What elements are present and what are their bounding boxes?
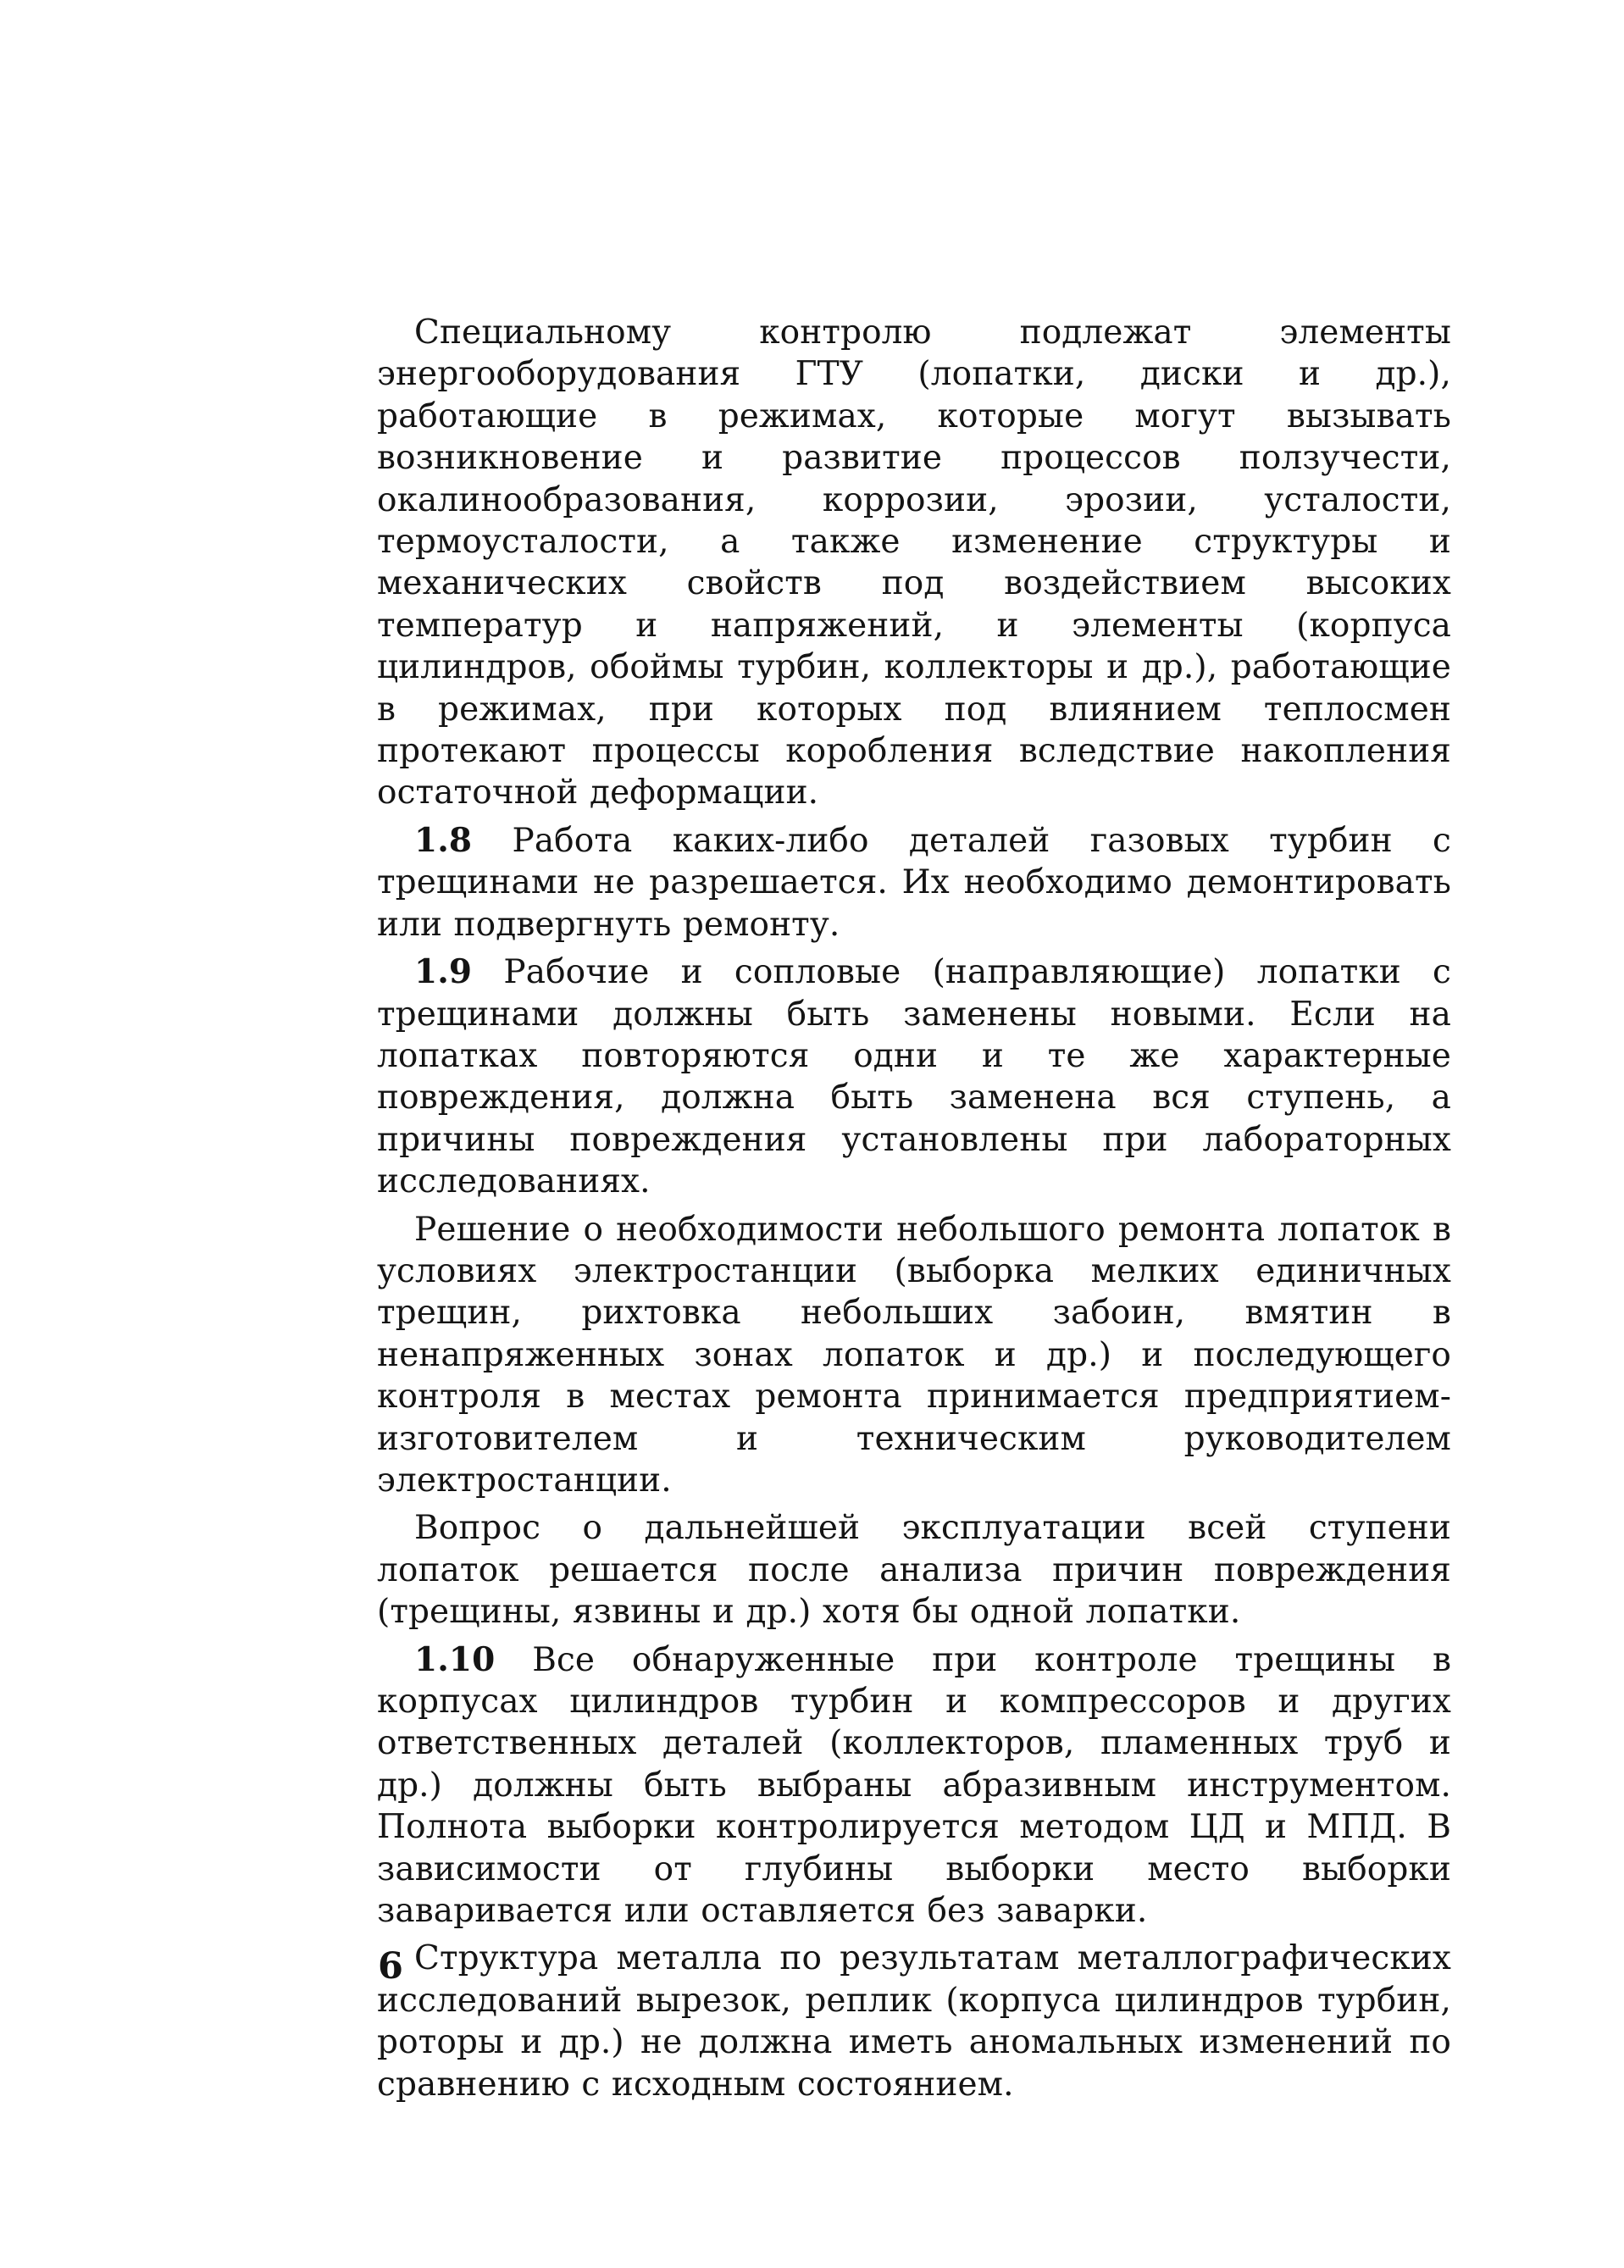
clause-1-8 <box>377 820 1451 945</box>
body-text <box>377 312 1451 2105</box>
paragraph-stage-operation <box>377 1507 1451 1633</box>
clause-text: Рабочие и сопловые (направляющие) лопатки с трещинами должны быть заменены новыми. Если на лопатках повторяются одни и те же характерные повреждения, должна быть заменена вся ступень, а причины повреждения установлены при лабораторных исследованиях. <box>377 953 1451 1201</box>
clause-text: Все обнаруженные при контроле трещины в корпусах цилиндров турбин и компрессоров и других ответственных деталей (коллекторов, пламенных труб и др.) должны быть выбраны абразивным инструментом. Полнота выборки контролируется методом ЦД и МПД. В зависимости от глубины выборки место выборки заваривается или оставляется без заварки. <box>377 1640 1451 1931</box>
paragraph-special-control <box>377 312 1451 814</box>
page-number: 6 <box>378 1945 403 1988</box>
clause-number: 1.9 <box>414 952 473 992</box>
paragraph-metal-structure <box>377 1938 1451 2105</box>
paragraph-text: Структура металла по результатам металлографических исследований вырезок, реплик (корпуса цилиндров турбин, роторы и др.) не должна иметь аномальных изменений по сравнению с исходным состоянием. <box>377 1939 1451 2104</box>
clause-1-9 <box>377 951 1451 1202</box>
paragraph-text: Специальному контролю подлежат элементы энергооборудования ГТУ (лопатки, диски и др.), работающие в режимах, которые могут вызывать возникновение и развитие процессов ползучести, окалинообразования, коррозии, эрозии, усталости, термоусталости, а также изменение структуры и механических свойств под воздействием высоких температур и напряжений, и элементы (корпуса цилиндров, обоймы турбин, коллекторы и др.), работающие в режимах, при которых под влиянием теплосмен протекают процессы коробления вследствие накопления остаточной деформации. <box>377 313 1451 812</box>
clause-text: Работа каких-либо деталей газовых турбин с трещинами не разрешается. Их необходимо демонтировать или подвергнуть ремонту. <box>377 821 1451 944</box>
paragraph-repair-decision <box>377 1209 1451 1502</box>
paragraph-text: Вопрос о дальнейшей эксплуатации всей ступени лопаток решается после анализа причин повреждения (трещины, язвины и др.) хотя бы одной лопатки. <box>377 1509 1451 1632</box>
paragraph-text: Решение о необходимости небольшого ремонта лопаток в условиях электростанции (выборка мелких единичных трещин, рихтовка небольших забоин, вмятин в ненапряженных зонах лопаток и др.) и последующего контроля в местах ремонта принимается предприятием-изготовителем и техническим руководителем электростанции. <box>377 1210 1451 1500</box>
clause-number: 1.8 <box>414 820 473 860</box>
clause-1-10 <box>377 1639 1451 1933</box>
clause-number: 1.10 <box>414 1639 496 1679</box>
